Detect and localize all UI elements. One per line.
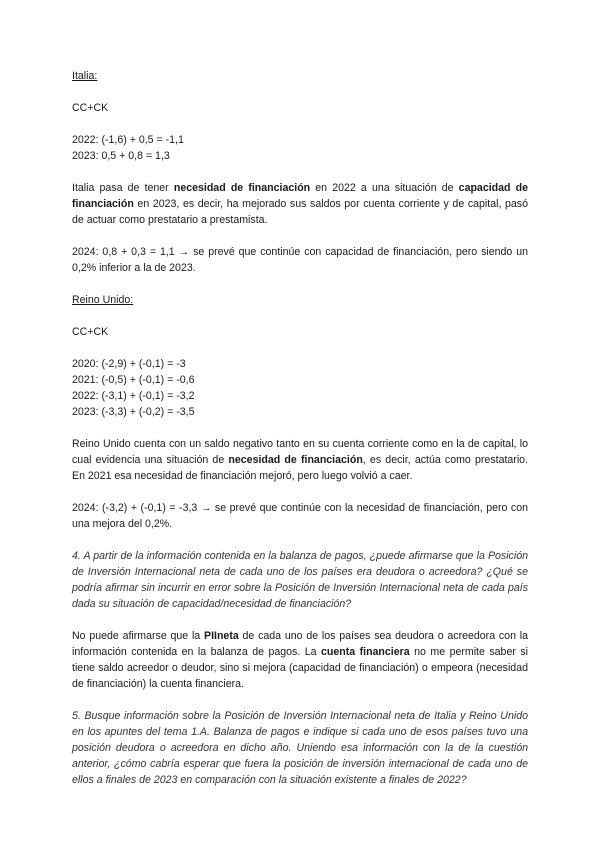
- italia-forecast: 2024: 0,8 + 0,3 = 1,1 → se prevé que continúe con capacidad de financiación, pero siendo un 0,2% inferior a la de 2023.: [72, 246, 528, 274]
- italia-formula: CC+CK: [72, 102, 109, 114]
- reino-unido-line-2022: 2022: (-3,1) + (-0,1) = -3,2: [72, 390, 195, 402]
- bold-term: PIIneta: [204, 630, 239, 642]
- document-page: [72, 68, 528, 788]
- question-5: 5. Busque información sobre la Posición de Inversión Internacional neta de Italia y Reino Unido en los apuntes del tema 1.A. Balanza de pagos e indique si cada uno de esos países tuvo una posición deudora o acreedora en dicho año. Uniendo esa información con la de la cuestión anterior, ¿cómo cabría esperar que fuera la posición de inversión internacional de cada uno de ellos a finales de 2023 en comparación con la situación existente a finales de 2022?: [72, 710, 528, 786]
- reino-unido-heading: Reino Unido:: [72, 294, 134, 306]
- bold-term: capacidad de financiación: [72, 182, 528, 210]
- reino-unido-formula: CC+CK: [72, 326, 109, 338]
- bold-term: necesidad de financiación: [228, 454, 363, 466]
- reino-unido-analysis-paragraph: Reino Unido cuenta con un saldo negativo tanto en su cuenta corriente como en la de capital, lo cual evidencia una situación de necesidad de financiación, es decir, actúa como prestatario. En 2021 esa necesidad de financiación mejoró, pero luego volvió a caer.: [72, 438, 529, 482]
- answer-4: No puede afirmarse que la PIIneta de cada uno de los países sea deudora o acreedora con la información contenida en la balanza de pagos. La cuenta financiera no me permite saber si tiene saldo acreedor o deudor, sino si mejora (capacidad de financiación) o empeora (necesidad de financiación) la cuenta financiera.: [72, 630, 528, 690]
- reino-unido-forecast: 2024: (-3,2) + (-0,1) = -3,3 → se prevé que continúe con la necesidad de financiación, pero con una mejora del 0,2%.: [72, 502, 528, 530]
- reino-unido-line-2020: 2020: (-2,9) + (-0,1) = -3: [72, 358, 186, 370]
- italia-line-2023: 2023: 0,5 + 0,8 = 1,3: [72, 150, 170, 162]
- bold-term: necesidad de financiación: [173, 182, 311, 194]
- reino-unido-line-2021: 2021: (-0,5) + (-0,1) = -0,6: [72, 374, 195, 386]
- italia-line-2022: 2022: (-1,6) + 0,5 = -1,1: [72, 134, 184, 146]
- reino-unido-line-2023: 2023: (-3,3) + (-0,2) = -3,5: [72, 406, 195, 418]
- italia-analysis-paragraph: Italia pasa de tener necesidad de financiación en 2022 a una situación de capacidad de financiación en 2023, es decir, ha mejorado sus saldos por cuenta corriente y de capital, pasó de actuar como prestatario a prestamista.: [72, 182, 528, 226]
- question-4: 4. A partir de la información contenida en la balanza de pagos, ¿puede afirmarse que la Posición de Inversión Internacional neta de cada uno de los países era deudora o acreedora? ¿Qué se podría afirmar sin incurrir en error sobre la Posición de Inversión Internacional neta de cada país dada su situación de capacidad/necesidad de financiación?: [72, 550, 528, 610]
- bold-term: cuenta financiera: [320, 646, 410, 658]
- italia-heading: Italia:: [72, 70, 98, 82]
